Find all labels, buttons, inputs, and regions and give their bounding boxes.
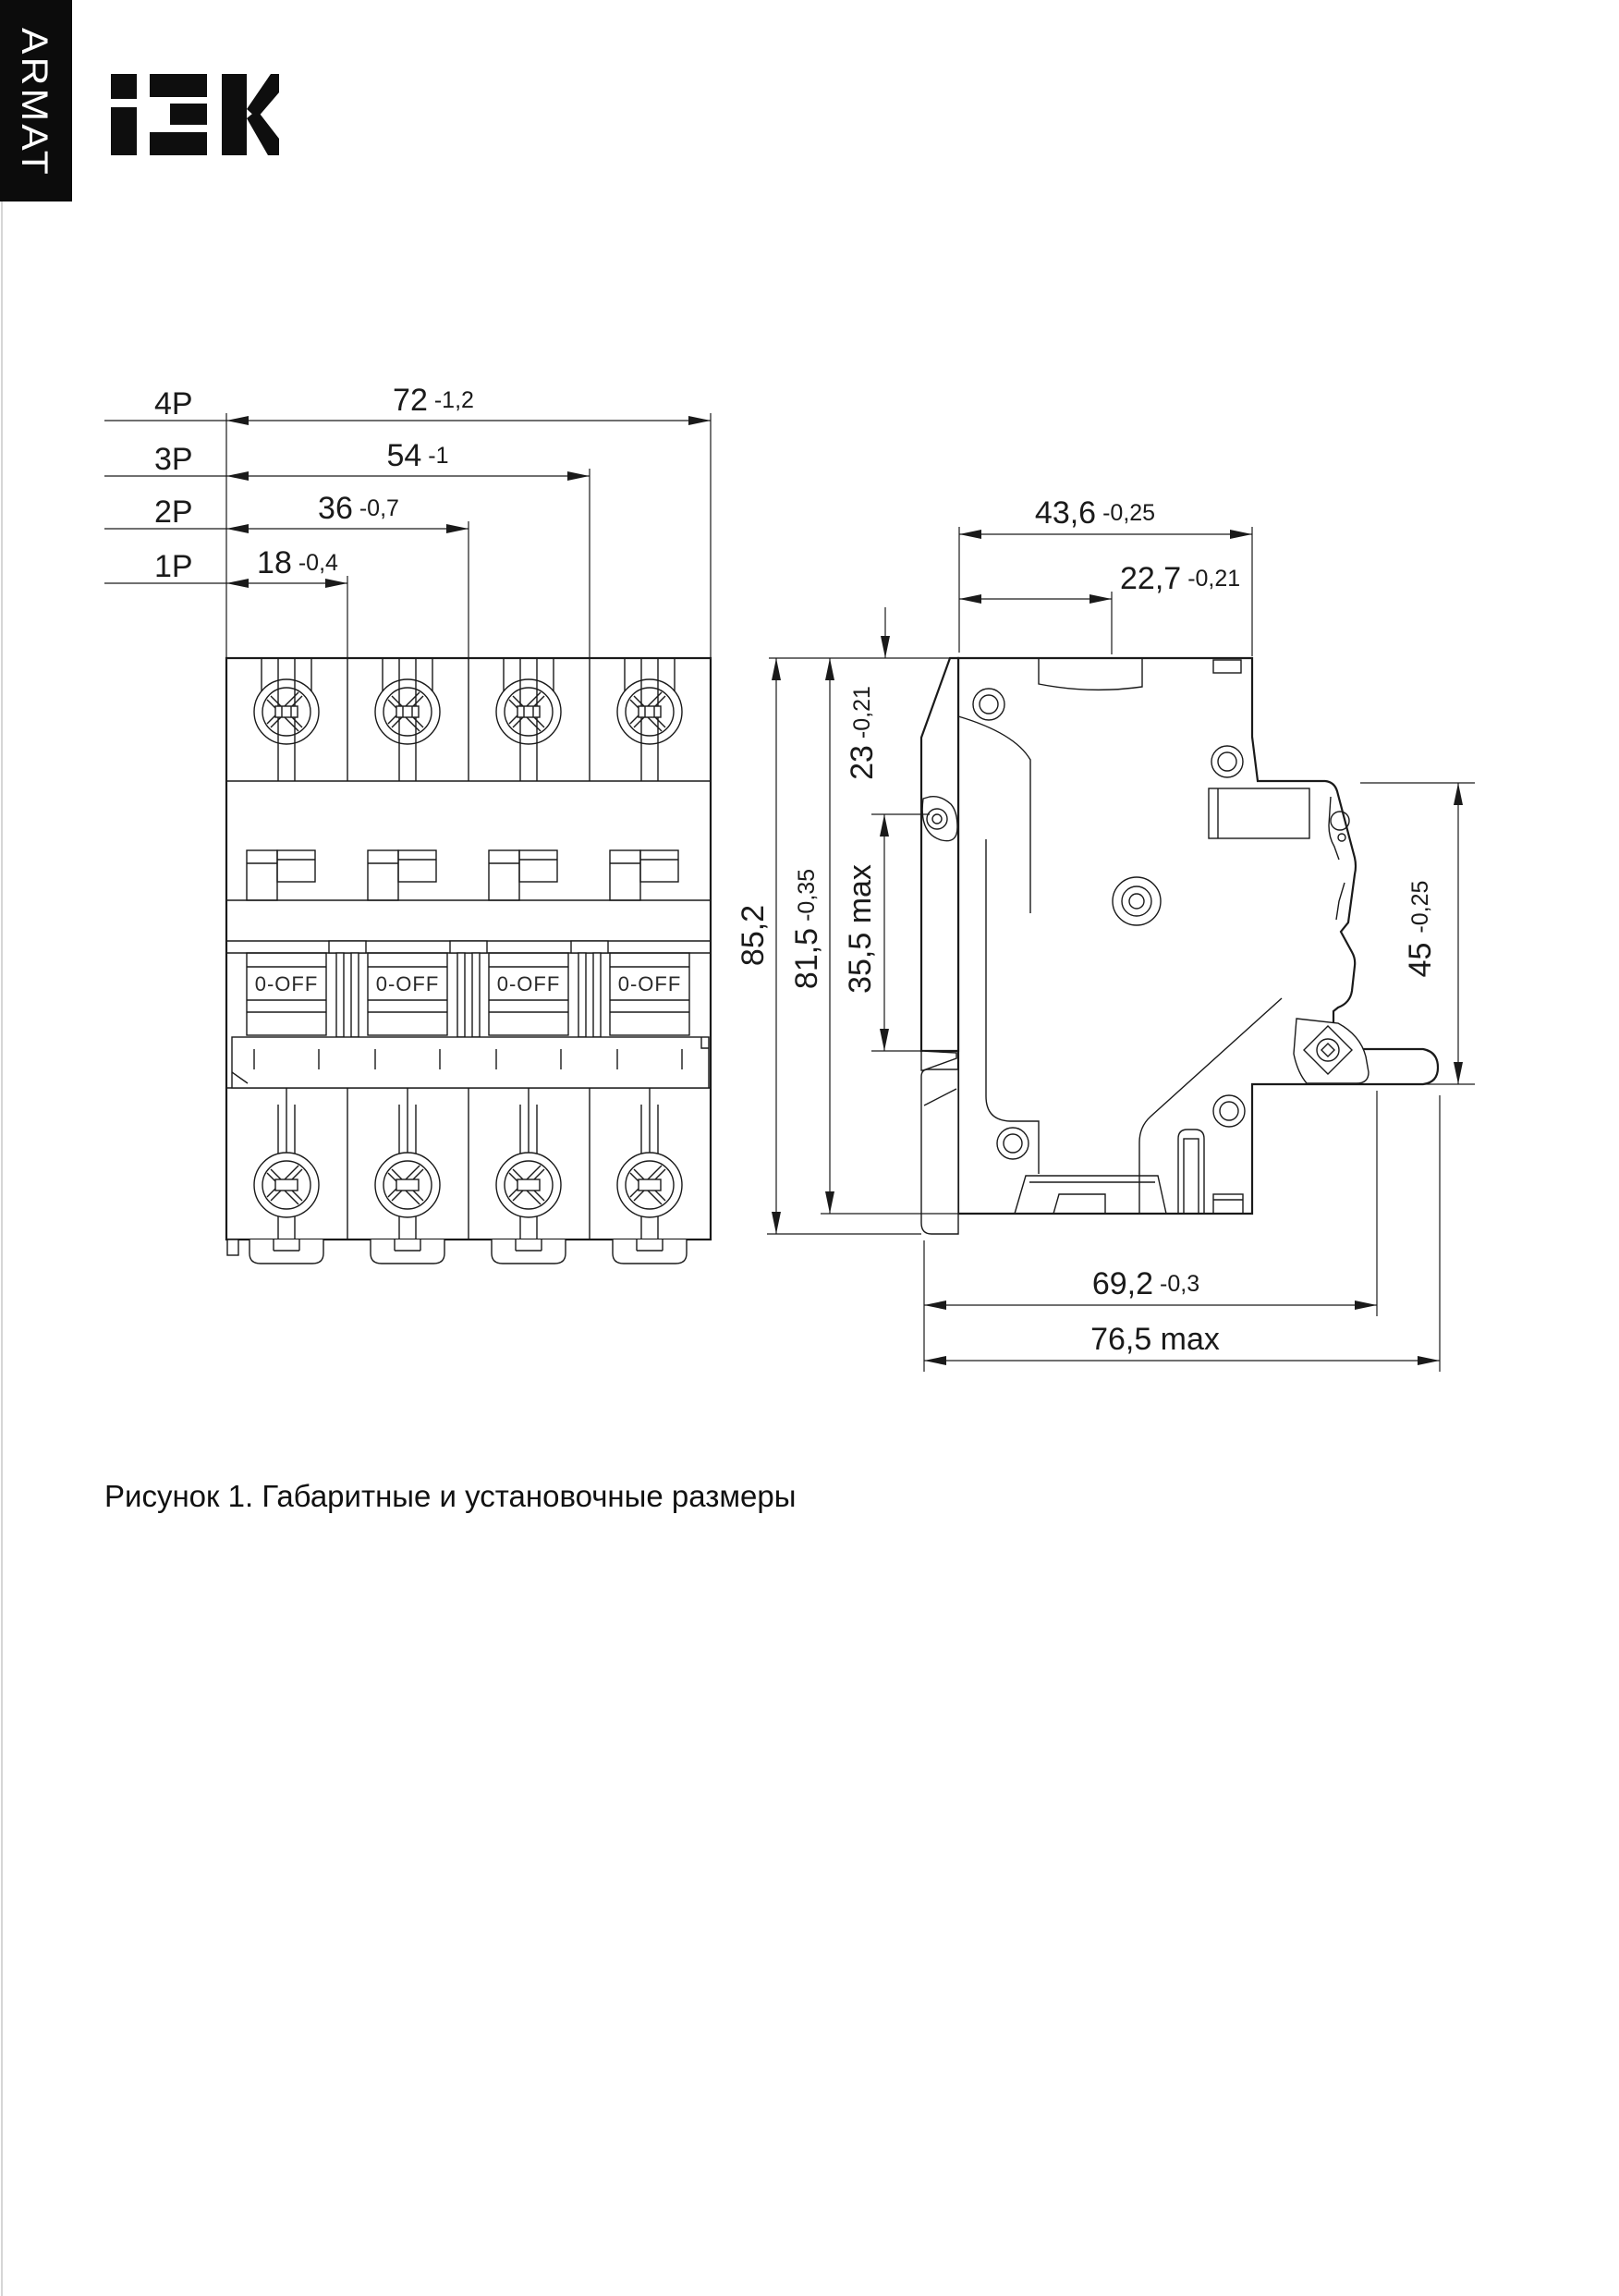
dim-din-height: 45-0,25 — [1403, 880, 1438, 978]
din-clip — [921, 1069, 958, 1234]
dim-base-depth: 69,2 -0,3 — [1091, 1266, 1200, 1301]
dim-terminal-depth: 23-0,21 — [845, 686, 880, 780]
dim-width-3p: 54 -1 — [386, 438, 449, 473]
pole-count-label: 2P — [154, 495, 193, 530]
din-foot — [371, 1240, 444, 1264]
front-extension-lines — [226, 413, 711, 658]
dim-overall-height: 85,2 — [736, 904, 771, 967]
side-view — [921, 658, 1438, 1234]
iek-logo-icon — [111, 74, 279, 155]
handle-state-label: 0-OFF — [617, 972, 682, 995]
handle-state-label: 0-OFF — [375, 972, 440, 995]
dim-top-width: 43,6 -0,25 — [1034, 495, 1156, 531]
front-view — [226, 658, 711, 1264]
figure-caption: Рисунок 1. Габаритные и установочные размеры — [104, 1479, 797, 1513]
dim-width-1p: 18 -0,4 — [257, 545, 338, 580]
pole-count-label: 4P — [154, 386, 193, 421]
dim-handle-depth: 35,5 max — [843, 864, 878, 994]
din-foot — [250, 1240, 323, 1264]
handle-state-label: 0-OFF — [254, 972, 319, 995]
din-foot — [492, 1240, 566, 1264]
handle-state-label: 0-OFF — [496, 972, 561, 995]
din-foot — [613, 1240, 687, 1264]
dim-width-4p: 72 -1,2 — [393, 383, 474, 418]
front-dimensions — [104, 383, 711, 658]
dim-inner-width: 22,7 -0,21 — [1120, 561, 1241, 596]
din-clip-tab — [227, 1240, 238, 1255]
front-toggle-bar — [232, 1037, 709, 1088]
dim-max-depth: 76,5 max — [1090, 1322, 1220, 1357]
dim-body-height: 81,5-0,35 — [789, 868, 824, 990]
pole-count-label: 3P — [154, 442, 193, 477]
brand-series-label: ARMAT — [14, 28, 55, 169]
side-left-pocket — [921, 658, 958, 1051]
brand-sidebar — [0, 0, 72, 202]
din-rail-hook — [921, 1051, 956, 1070]
pole-count-label: 1P — [154, 549, 193, 584]
din-latch-catch — [1294, 1019, 1369, 1083]
dim-width-2p: 36 -0,7 — [318, 491, 399, 526]
